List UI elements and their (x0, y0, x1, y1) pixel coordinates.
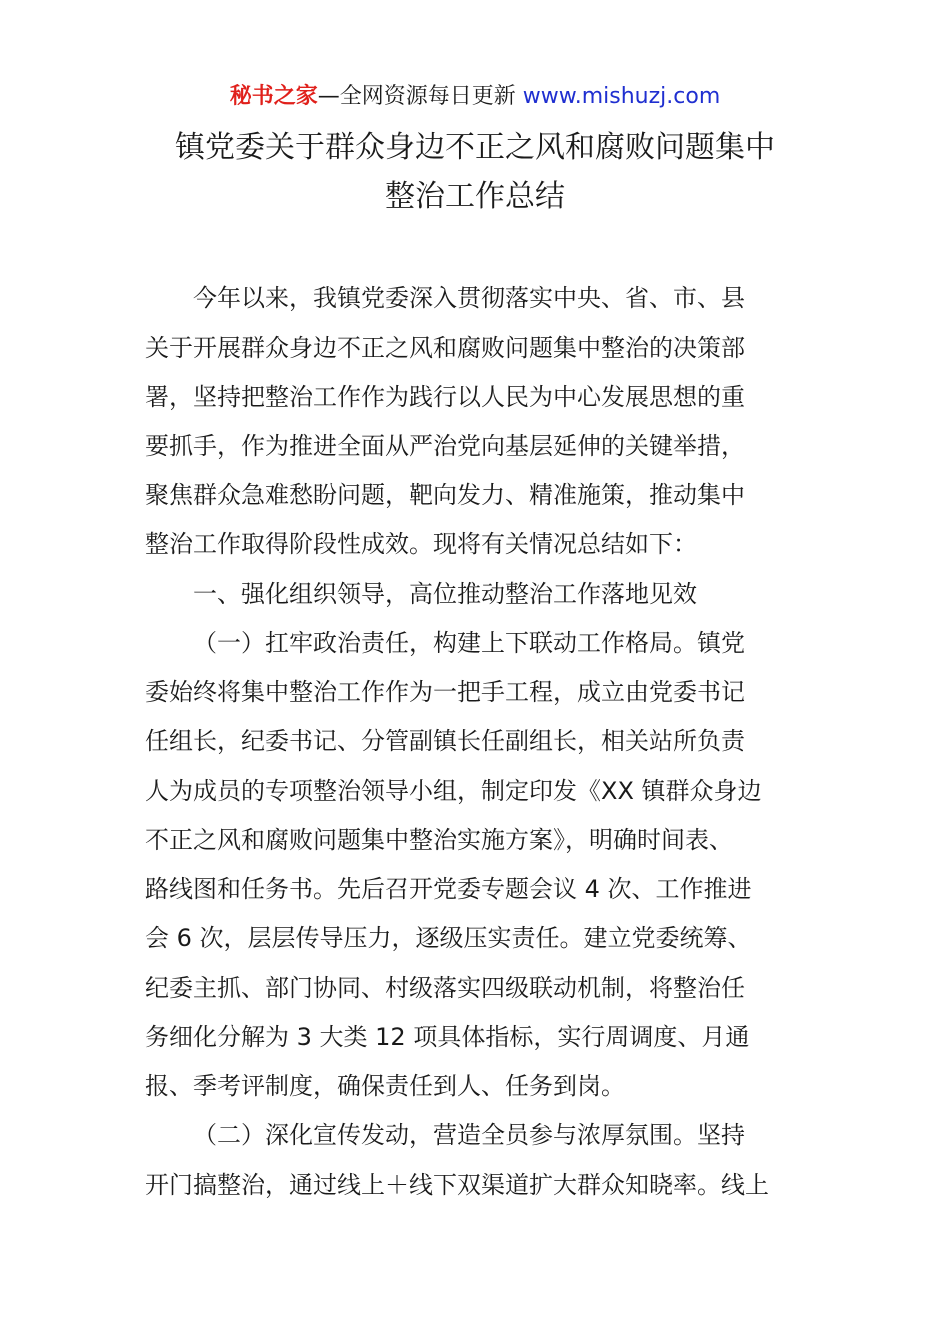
subsection-heading-line: （一）扛牢政治责任，构建上下联动工作格局。镇党 (193, 629, 745, 657)
body-line: 人为成员的专项整治领导小组，制定印发《XX 镇群众身边 (145, 777, 762, 805)
body-line: 开门搞整治，通过线上＋线下双渠道扩大群众知晓率。线上 (145, 1171, 769, 1199)
section-heading: 一、强化组织领导，高位推动整治工作落地见效 (193, 580, 697, 608)
body-line: 关于开展群众身边不正之风和腐败问题集中整治的决策部 (145, 334, 745, 362)
body-line: 路线图和任务书。先后召开党委专题会议 4 次、工作推进 (145, 875, 752, 903)
banner-url-link[interactable]: www.mishuzj.com (522, 84, 721, 109)
body-line: 要抓手，作为推进全面从严治党向基层延伸的关键举措， (145, 432, 745, 460)
banner-brand: 秘书之家 (229, 84, 318, 109)
body-line: 今年以来，我镇党委深入贯彻落实中央、省、市、县 (193, 284, 745, 312)
body-line: 聚焦群众急难愁盼问题，靶向发力、精准施策，推动集中 (145, 481, 745, 509)
body-line: 务细化分解为 3 大类 12 项具体指标，实行周调度、月通 (145, 1023, 750, 1051)
body-line: 报、季考评制度，确保责任到人、任务到岗。 (145, 1072, 625, 1100)
body-line: 委始终将集中整治工作作为一把手工程，成立由党委书记 (145, 678, 745, 706)
document-title-line-1: 镇党委关于群众身边不正之风和腐败问题集中 (175, 130, 775, 165)
site-banner (0, 82, 950, 112)
subsection-heading-line: （二）深化宣传发动，营造全员参与浓厚氛围。坚持 (193, 1121, 745, 1149)
body-line: 任组长，纪委书记、分管副镇长任副组长，相关站所负责 (145, 727, 745, 755)
body-line: 整治工作取得阶段性成效。现将有关情况总结如下： (145, 530, 697, 558)
body-line: 不正之风和腐败问题集中整治实施方案》，明确时间表、 (145, 826, 733, 854)
body-line: 纪委主抓、部门协同、村级落实四级联动机制，将整治任 (145, 974, 745, 1002)
banner-tagline: —全网资源每日更新 (317, 84, 516, 109)
body-line: 会 6 次，层层传导压力，逐级压实责任。建立党委统筹、 (145, 924, 752, 952)
body-line: 署，坚持把整治工作作为践行以人民为中心发展思想的重 (145, 383, 745, 411)
document-title-line-2: 整治工作总结 (385, 179, 565, 214)
